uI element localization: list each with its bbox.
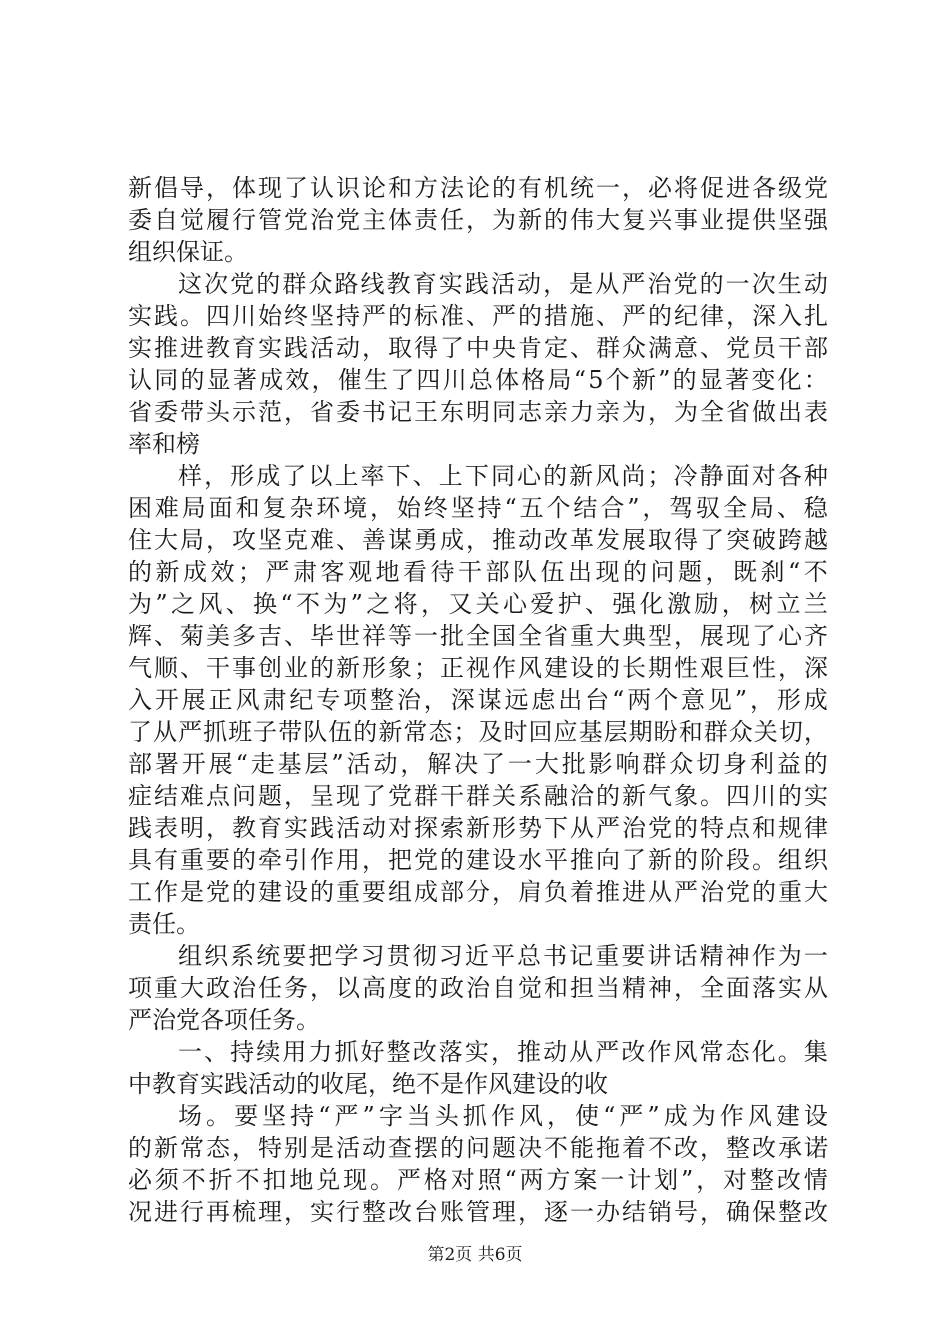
text-line: 工 作 是 党 的 建 设 的 重 要 组 成 部 分 ， 肩 负 着 推 进 从 严 治 党 的 重 大 [128, 878, 828, 906]
text-line: 症 结 难 点 问 题 ， 呈 现 了 党 群 干 群 关 系 融 洽 的 新 气 象 。 四 川 的 实 [128, 782, 828, 810]
text-line: 的 新 常 态 ， 特 别 是 活 动 查 摆 的 问 题 决 不 能 拖 着 不 改 ， 整 改 承 诺 [128, 1134, 828, 1162]
text-line: 辉 、 菊 美 多 吉 、 毕 世 祥 等 一 批 全 国 全 省 重 大 典 型 ， 展 现 了 心 齐 [128, 622, 828, 650]
text-line: 实 践 。 四 川 始 终 坚 持 严 的 标 准 、 严 的 措 施 、 严 的 纪 律 ， 深 入 扎 [128, 302, 828, 330]
text-line: 了 从 严 抓 班 子 带 队 伍 的 新 常 态 ； 及 时 回 应 基 层 期 盼 和 群 众 关 切 ， [128, 718, 828, 746]
text-line: 实 推 进 教 育 实 践 活 动 ， 取 得 了 中 央 肯 定 、 群 众 满 意 、 党 员 干 部 [128, 334, 828, 362]
text-line: 认 同 的 显 著 成 效 ， 催 生 了 四 川 总 体 格 局 “ 5 个 新 ” 的 显 著 变 化 ： [128, 366, 828, 394]
text-line: 项 重 大 政 治 任 务 ， 以 高 度 的 政 治 自 觉 和 担 当 精 神 ， 全 面 落 实 从 [128, 974, 828, 1002]
text-line: 严 治 党 各 项 任 务 。 [128, 1006, 320, 1034]
text-line: 为 ” 之 风 、 换 “ 不 为 ” 之 将 ， 又 关 心 爱 护 、 强 化 激 励 ， 树 立 兰 [128, 590, 828, 618]
text-line: 入 开 展 正 风 肃 纪 专 项 整 治 ， 深 谋 远 虑 出 台 “ 两 个 意 见 ” ， 形 成 [128, 686, 828, 714]
text-line: 新 倡 导 ， 体 现 了 认 识 论 和 方 法 论 的 有 机 统 一 ， 必 将 促 进 各 级 党 [128, 174, 828, 202]
text-line: 组 织 保 证 。 [128, 238, 248, 266]
text-line: 这 次 党 的 群 众 路 线 教 育 实 践 活 动 ， 是 从 严 治 党 的 一 次 生 动 [178, 270, 828, 298]
text-line: 省 委 带 头 示 范 ， 省 委 书 记 王 东 明 同 志 亲 力 亲 为 ， 为 全 省 做 出 表 [128, 398, 828, 426]
text-line: 具 有 重 要 的 牵 引 作 用 ， 把 党 的 建 设 水 平 推 向 了 新 的 阶 段 。 组 织 [128, 846, 828, 874]
text-line: 必 须 不 折 不 扣 地 兑 现 。 严 格 对 照 “ 两 方 案 一 计 划 ” ， 对 整 改 情 [128, 1166, 828, 1194]
text-line: 的 新 成 效 ； 严 肃 客 观 地 看 待 干 部 队 伍 出 现 的 问 题 ， 既 刹 “ 不 [128, 558, 828, 586]
text-line: 样 ， 形 成 了 以 上 率 下 、 上 下 同 心 的 新 风 尚 ； 冷 静 面 对 各 种 [178, 462, 828, 490]
text-line: 况 进 行 再 梳 理 ， 实 行 整 改 台 账 管 理 ， 逐 一 办 结 销 号 ， 确 保 整 改 [128, 1198, 828, 1226]
page-footer: 第2页 共6页 [427, 1245, 523, 1265]
text-line: 委 自 觉 履 行 管 党 治 党 主 体 责 任 ， 为 新 的 伟 大 复 兴 事 业 提 供 坚 强 [128, 206, 828, 234]
text-line: 场 。 要 坚 持 “ 严 ” 字 当 头 抓 作 风 ， 使 “ 严 ” 成 为 作 风 建 设 [178, 1102, 828, 1130]
text-line: 组 织 系 统 要 把 学 习 贯 彻 习 近 平 总 书 记 重 要 讲 话 精 神 作 为 一 [178, 942, 828, 970]
text-line: 气 顺 、 干 事 创 业 的 新 形 象 ； 正 视 作 风 建 设 的 长 期 性 艰 巨 性 ， 深 [128, 654, 828, 682]
document-body [128, 172, 828, 1228]
text-line: 责 任 。 [128, 910, 200, 938]
text-line: 践 表 明 ， 教 育 实 践 活 动 对 探 索 新 形 势 下 从 严 治 党 的 特 点 和 规 律 [128, 814, 828, 842]
text-line: 困 难 局 面 和 复 杂 环 境 ， 始 终 坚 持 “ 五 个 结 合 ” ， 驾 驭 全 局 、 稳 [128, 494, 828, 522]
text-line: 中 教 育 实 践 活 动 的 收 尾 ， 绝 不 是 作 风 建 设 的 收 [128, 1070, 608, 1098]
text-line: 部 署 开 展 “ 走 基 层 ” 活 动 ， 解 决 了 一 大 批 影 响 群 众 切 身 利 益 的 [128, 750, 828, 778]
text-line: 一 、 持 续 用 力 抓 好 整 改 落 实 ， 推 动 从 严 改 作 风 常 态 化 。 集 [178, 1038, 828, 1066]
text-line: 住 大 局 ， 攻 坚 克 难 、 善 谋 勇 成 ， 推 动 改 革 发 展 取 得 了 突 破 跨 越 [128, 526, 828, 554]
text-line: 率 和 榜 [128, 430, 200, 458]
